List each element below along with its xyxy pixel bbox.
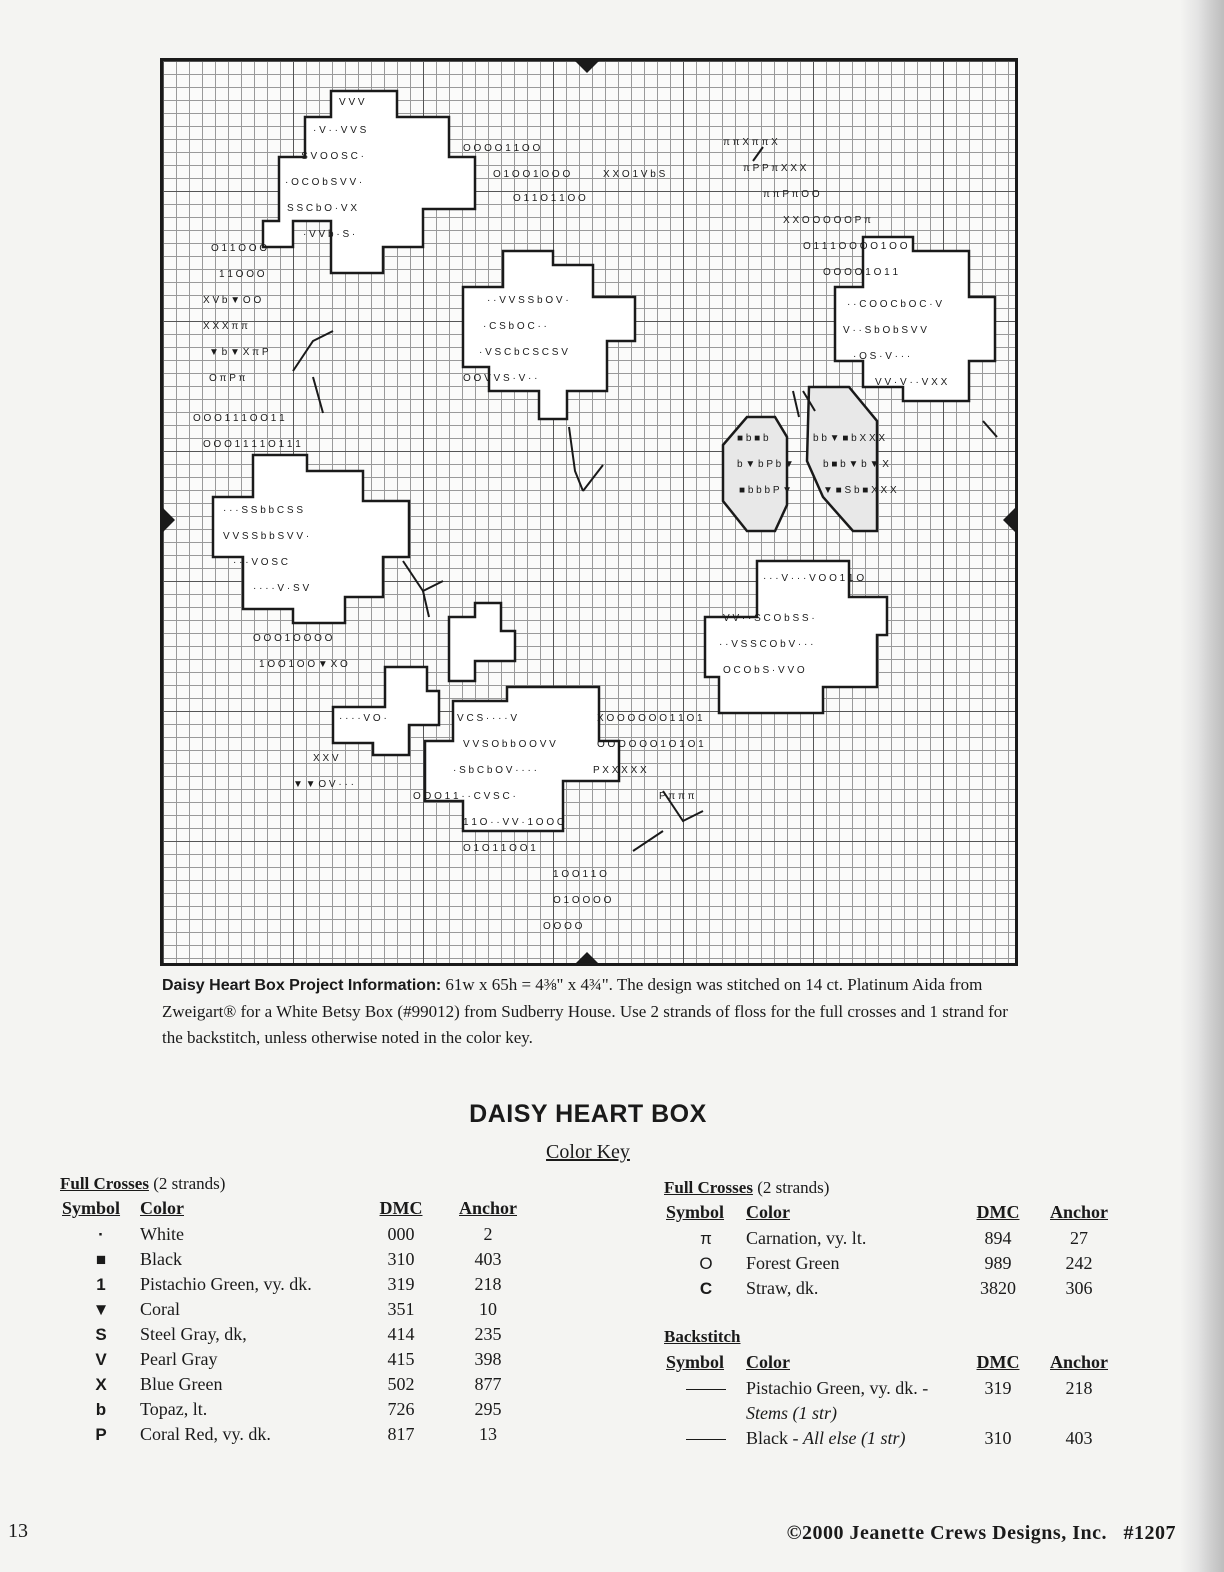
- pattern-number: #1207: [1123, 1522, 1176, 1544]
- svg-text:b b ▼ ■ b X X X: b b ▼ ■ b X X X: [813, 433, 886, 444]
- svg-text:· · C O O C b O C · V: · · C O O C b O C · V: [847, 299, 943, 310]
- svg-text:O O O 1 1 1 1 O 1 1 1: O O O 1 1 1 1 O 1 1 1: [203, 439, 301, 450]
- key-row: [62, 1222, 530, 1247]
- color-name: Pearl Gray: [140, 1349, 218, 1369]
- svg-text:O O O 1 1 1 O O 1 1: O O O 1 1 1 O O 1 1: [193, 413, 285, 424]
- anchor-header: Anchor: [1050, 1352, 1108, 1372]
- svg-text:· O C O b S V V ·: · O C O b S V V ·: [285, 177, 363, 188]
- svg-text:O 1 1 1 O O O O 1 O O: O 1 1 1 O O O O 1 O O: [803, 241, 908, 252]
- svg-text:O O O O 1 1 O O: O O O O 1 1 O O: [463, 143, 541, 154]
- color-name: Pistachio Green, vy. dk.: [140, 1274, 312, 1294]
- dmc-number: 310: [984, 1428, 1012, 1448]
- anchor-number: 2: [483, 1224, 493, 1244]
- key-row: [62, 1322, 530, 1347]
- symbol: V: [95, 1349, 107, 1369]
- color-header: Color: [746, 1202, 790, 1222]
- dmc-number: 817: [387, 1424, 415, 1444]
- svg-text:V V S O b b O O V V: V V S O b b O O V V: [463, 739, 556, 750]
- svg-text:· S b C b O V · · · ·: · S b C b O V · · · ·: [453, 765, 537, 776]
- svg-text:O π P π: O π P π: [209, 373, 246, 384]
- color-name: Topaz, lt.: [140, 1399, 208, 1419]
- svg-text:V V S S b b S V V ·: V V S S b b S V V ·: [223, 531, 310, 542]
- project-info-text: 61w x 65h = 4⅜" x 4¾". The design was stitched on 14 ct. Platinum Aida from Zweigart® for a White Betsy Box (#99012) from Sudberry House. Use 2 strands of floss for the full crosses and 1 strand for the backstitch, unless otherwise noted in the color key.: [162, 975, 1008, 1047]
- backstitch-row: [666, 1376, 1120, 1401]
- backstitch-note: All else (1 str): [802, 1428, 906, 1448]
- backstitch-label: Backstitch: [664, 1327, 741, 1346]
- dmc-number: 894: [984, 1228, 1012, 1248]
- key-row: [666, 1276, 1120, 1301]
- svg-text:P X X X X X: P X X X X X: [593, 765, 647, 776]
- project-information: [162, 972, 1032, 1051]
- svg-text:1 O O 1 1 O: 1 O O 1 1 O: [553, 869, 607, 880]
- dmc-number: 726: [387, 1399, 415, 1419]
- right-color-key-table: [666, 1202, 1120, 1301]
- anchor-header: Anchor: [459, 1198, 517, 1218]
- key-row: [62, 1247, 530, 1272]
- svg-text:V C S · · · · V: V C S · · · · V: [457, 713, 517, 724]
- symbol-header: Symbol: [62, 1198, 121, 1218]
- color-name: Straw, dk.: [746, 1278, 819, 1298]
- svg-text:V · · S b O b S V V: V · · S b O b S V V: [843, 325, 927, 336]
- key-row: [62, 1422, 530, 1447]
- anchor-number: 306: [1065, 1278, 1093, 1298]
- backstitch-row: [666, 1426, 1120, 1451]
- svg-text:O O O O 1 O 1 1: O O O O 1 O 1 1: [823, 267, 899, 278]
- anchor-header: Anchor: [1050, 1202, 1108, 1222]
- page-number: 13: [8, 1520, 28, 1542]
- left-full-crosses-heading: [60, 1174, 225, 1194]
- key-header-row: [62, 1198, 530, 1222]
- right-full-crosses-strands: (2 strands): [757, 1178, 830, 1197]
- right-full-crosses-heading: [664, 1178, 829, 1198]
- svg-text:· V S C b C S C S V: · V S C b C S C S V: [479, 347, 568, 358]
- anchor-number: 403: [1065, 1428, 1093, 1448]
- key-row: [62, 1297, 530, 1322]
- color-name: [746, 1426, 958, 1451]
- symbol: 1: [96, 1274, 106, 1294]
- backstitch-line-symbol: [666, 1376, 746, 1401]
- symbol-header: Symbol: [666, 1202, 725, 1222]
- chart-center-marker-left: [163, 508, 175, 532]
- dmc-number: 319: [984, 1378, 1012, 1398]
- symbol-header: Symbol: [666, 1352, 725, 1372]
- svg-text:O 1 O 1 1 O O 1: O 1 O 1 1 O O 1: [463, 843, 536, 854]
- symbol: ·: [98, 1224, 104, 1244]
- svg-text:· V V b · S ·: · V V b · S ·: [303, 229, 356, 240]
- anchor-number: 10: [479, 1299, 497, 1319]
- anchor-number: 295: [474, 1399, 502, 1419]
- dmc-number: 502: [387, 1374, 415, 1394]
- left-full-crosses-strands: (2 strands): [153, 1174, 226, 1193]
- svg-text:· O S · V · · ·: · O S · V · · ·: [853, 351, 911, 362]
- backstitch-note: Stems (1 str): [746, 1403, 837, 1423]
- anchor-number: 403: [474, 1249, 502, 1269]
- symbol: π: [700, 1228, 712, 1248]
- anchor-number: 218: [1065, 1378, 1093, 1398]
- dmc-number: 3820: [980, 1278, 1016, 1298]
- color-header: Color: [746, 1352, 790, 1372]
- color-name: Forest Green: [746, 1253, 840, 1273]
- svg-text:· S V O O S C ·: · S V O O S C ·: [295, 151, 364, 162]
- svg-text:1 1 O O O: 1 1 O O O: [219, 269, 265, 280]
- anchor-number: 218: [474, 1274, 502, 1294]
- chart-motifs: [163, 61, 1015, 963]
- svg-text:π π X π π X: π π X π π X: [723, 137, 778, 148]
- svg-text:V V · V · · V X X: V V · V · · V X X: [875, 377, 948, 388]
- svg-text:b ■ b ▼ b ▼ X: b ■ b ▼ b ▼ X: [823, 459, 889, 470]
- svg-text:X X X π π: X X X π π: [203, 321, 248, 332]
- svg-text:π P P π X X X: π P P π X X X: [743, 163, 807, 174]
- svg-text:O O O 1 1 · · C V S C ·: O O O 1 1 · · C V S C ·: [413, 791, 516, 802]
- anchor-number: 235: [474, 1324, 502, 1344]
- chart-center-marker-bottom: [575, 952, 599, 964]
- symbol: X: [95, 1374, 107, 1394]
- svg-text:· · · · V · S V: · · · · V · S V: [253, 583, 310, 594]
- dmc-number: 414: [387, 1324, 415, 1344]
- symbol: P: [95, 1424, 107, 1444]
- key-row: [62, 1397, 530, 1422]
- svg-text:O 1 O O 1 O O O: O 1 O O 1 O O O: [493, 169, 571, 180]
- key-row: [666, 1226, 1120, 1251]
- symbol: b: [95, 1399, 107, 1419]
- color-name: White: [140, 1224, 184, 1244]
- symbol: C: [699, 1278, 713, 1298]
- svg-text:O C O b S · V V O: O C O b S · V V O: [723, 665, 805, 676]
- svg-text:1 O O 1 O O ▼ X O: 1 O O 1 O O ▼ X O: [259, 659, 348, 670]
- svg-text:· · · S S b b C S S: · · · S S b b C S S: [223, 505, 304, 516]
- svg-text:· · V V S S b O V ·: · · V V S S b O V ·: [487, 295, 569, 306]
- backstitch-note-row: [666, 1401, 1120, 1426]
- svg-text:· · · · V O ·: · · · · V O ·: [339, 713, 387, 724]
- key-title: DAISY HEART BOX: [469, 1100, 707, 1128]
- svg-text:P π π π: P π π π: [659, 791, 695, 802]
- book-binding-shadow: [1180, 0, 1224, 1572]
- dmc-header: DMC: [976, 1202, 1020, 1222]
- color-name: Coral: [140, 1299, 180, 1319]
- color-name: Black: [140, 1249, 182, 1269]
- symbol: ▼: [92, 1299, 110, 1319]
- key-subtitle: Color Key: [546, 1141, 630, 1163]
- color-name: Steel Gray, dk,: [140, 1324, 247, 1344]
- svg-text:X X O O O O O P π: X X O O O O O P π: [783, 215, 871, 226]
- daisy-motif: [425, 687, 619, 831]
- key-row: [666, 1251, 1120, 1276]
- dmc-number: 319: [387, 1274, 415, 1294]
- dmc-header: DMC: [976, 1352, 1020, 1372]
- svg-text:1 1 O · · V V · 1 O O O: 1 1 O · · V V · 1 O O O: [463, 817, 565, 828]
- svg-text:V V V: V V V: [339, 97, 365, 108]
- color-name: Carnation, vy. lt.: [746, 1228, 867, 1248]
- bud-motif: [449, 603, 515, 681]
- copyright-line: [787, 1522, 1176, 1545]
- svg-text:· · · V O S C: · · · V O S C: [233, 557, 288, 568]
- svg-text:■ b b b P ▼: ■ b b b P ▼: [739, 485, 793, 496]
- color-name: Coral Red, vy. dk.: [140, 1424, 271, 1444]
- chart-center-marker-top: [575, 61, 599, 73]
- daisy-motif: [463, 251, 635, 419]
- svg-text:X X V: X X V: [313, 753, 339, 764]
- symbol: S: [95, 1324, 107, 1344]
- symbol: ■: [95, 1249, 107, 1269]
- dmc-header: DMC: [379, 1198, 423, 1218]
- left-full-crosses-label: Full Crosses: [60, 1174, 149, 1193]
- svg-text:▼ ■ S b ■ X X X: ▼ ■ S b ■ X X X: [823, 485, 897, 496]
- cross-stitch-chart: [160, 58, 1018, 966]
- symbol: O: [699, 1253, 713, 1273]
- color-name: Pistachio Green, vy. dk. -: [746, 1378, 929, 1398]
- key-row: [62, 1372, 530, 1397]
- svg-text:· C S b O C · ·: · C S b O C · ·: [483, 321, 547, 332]
- backstitch-color-name: Black -: [746, 1428, 799, 1448]
- svg-text:· · · V · · · V O O 1 1 O: · · · V · · · V O O 1 1 O: [763, 573, 865, 584]
- svg-text:▼ b ▼ X π P: ▼ b ▼ X π P: [209, 347, 269, 358]
- backstitch-key-table: [666, 1352, 1120, 1451]
- dmc-number: 989: [984, 1253, 1012, 1273]
- key-header-row: [666, 1202, 1120, 1226]
- key-row: [62, 1347, 530, 1372]
- left-color-key-table: [62, 1198, 530, 1447]
- svg-text:· V · · V V S: · V · · V V S: [313, 125, 367, 136]
- anchor-number: 27: [1070, 1228, 1088, 1248]
- svg-text:b ▼ b P b ▼: b ▼ b P b ▼: [737, 459, 794, 470]
- backstitch-line-symbol: [666, 1426, 746, 1451]
- svg-text:■ b ■ b: ■ b ■ b: [737, 433, 769, 444]
- svg-text:X V b ▼ O O: X V b ▼ O O: [203, 295, 262, 306]
- svg-text:· · V S S C O b V · · ·: · · V S S C O b V · · ·: [719, 639, 814, 650]
- anchor-number: 398: [474, 1349, 502, 1369]
- svg-text:π π P π O O: π π P π O O: [763, 189, 820, 200]
- svg-text:O 1 1 O 1 1 O O: O 1 1 O 1 1 O O: [513, 193, 586, 204]
- svg-text:O O O O O O 1 O 1 O 1: O O O O O O 1 O 1 O 1: [597, 739, 704, 750]
- backstitch-heading: [664, 1327, 741, 1347]
- dmc-number: 310: [387, 1249, 415, 1269]
- key-row: [62, 1272, 530, 1297]
- project-info-label: Daisy Heart Box Project Information:: [162, 977, 442, 994]
- dmc-number: 000: [387, 1224, 415, 1244]
- svg-text:O O V V S · V · ·: O O V V S · V · ·: [463, 373, 538, 384]
- svg-text:O 1 O O O O: O 1 O O O O: [553, 895, 612, 906]
- right-full-crosses-label: Full Crosses: [664, 1178, 753, 1197]
- anchor-number: 242: [1065, 1253, 1093, 1273]
- dmc-number: 351: [387, 1299, 415, 1319]
- anchor-number: 13: [479, 1424, 497, 1444]
- key-header-row: [666, 1352, 1120, 1376]
- anchor-number: 877: [474, 1374, 502, 1394]
- chart-center-marker-right: [1003, 508, 1015, 532]
- copyright-text: ©2000 Jeanette Crews Designs, Inc.: [786, 1522, 1107, 1544]
- dmc-number: 415: [387, 1349, 415, 1369]
- svg-text:O O O O: O O O O: [543, 921, 583, 932]
- svg-text:V V · · S C O b S S ·: V V · · S C O b S S ·: [723, 613, 815, 624]
- svg-text:▼ ▼ O V · · ·: ▼ ▼ O V · · ·: [293, 779, 354, 790]
- svg-text:X O O O O O O 1 1 O 1: X O O O O O O 1 1 O 1: [597, 713, 703, 724]
- color-name: Blue Green: [140, 1374, 223, 1394]
- svg-text:X X O 1 V b S: X X O 1 V b S: [603, 169, 666, 180]
- svg-text:O 1 1 O O O: O 1 1 O O O: [211, 243, 268, 254]
- svg-text:O O O 1 O O O O: O O O 1 O O O O: [253, 633, 333, 644]
- color-header: Color: [140, 1198, 184, 1218]
- svg-text:S S C b O · V X: S S C b O · V X: [287, 203, 358, 214]
- daisy-motif: [333, 667, 439, 755]
